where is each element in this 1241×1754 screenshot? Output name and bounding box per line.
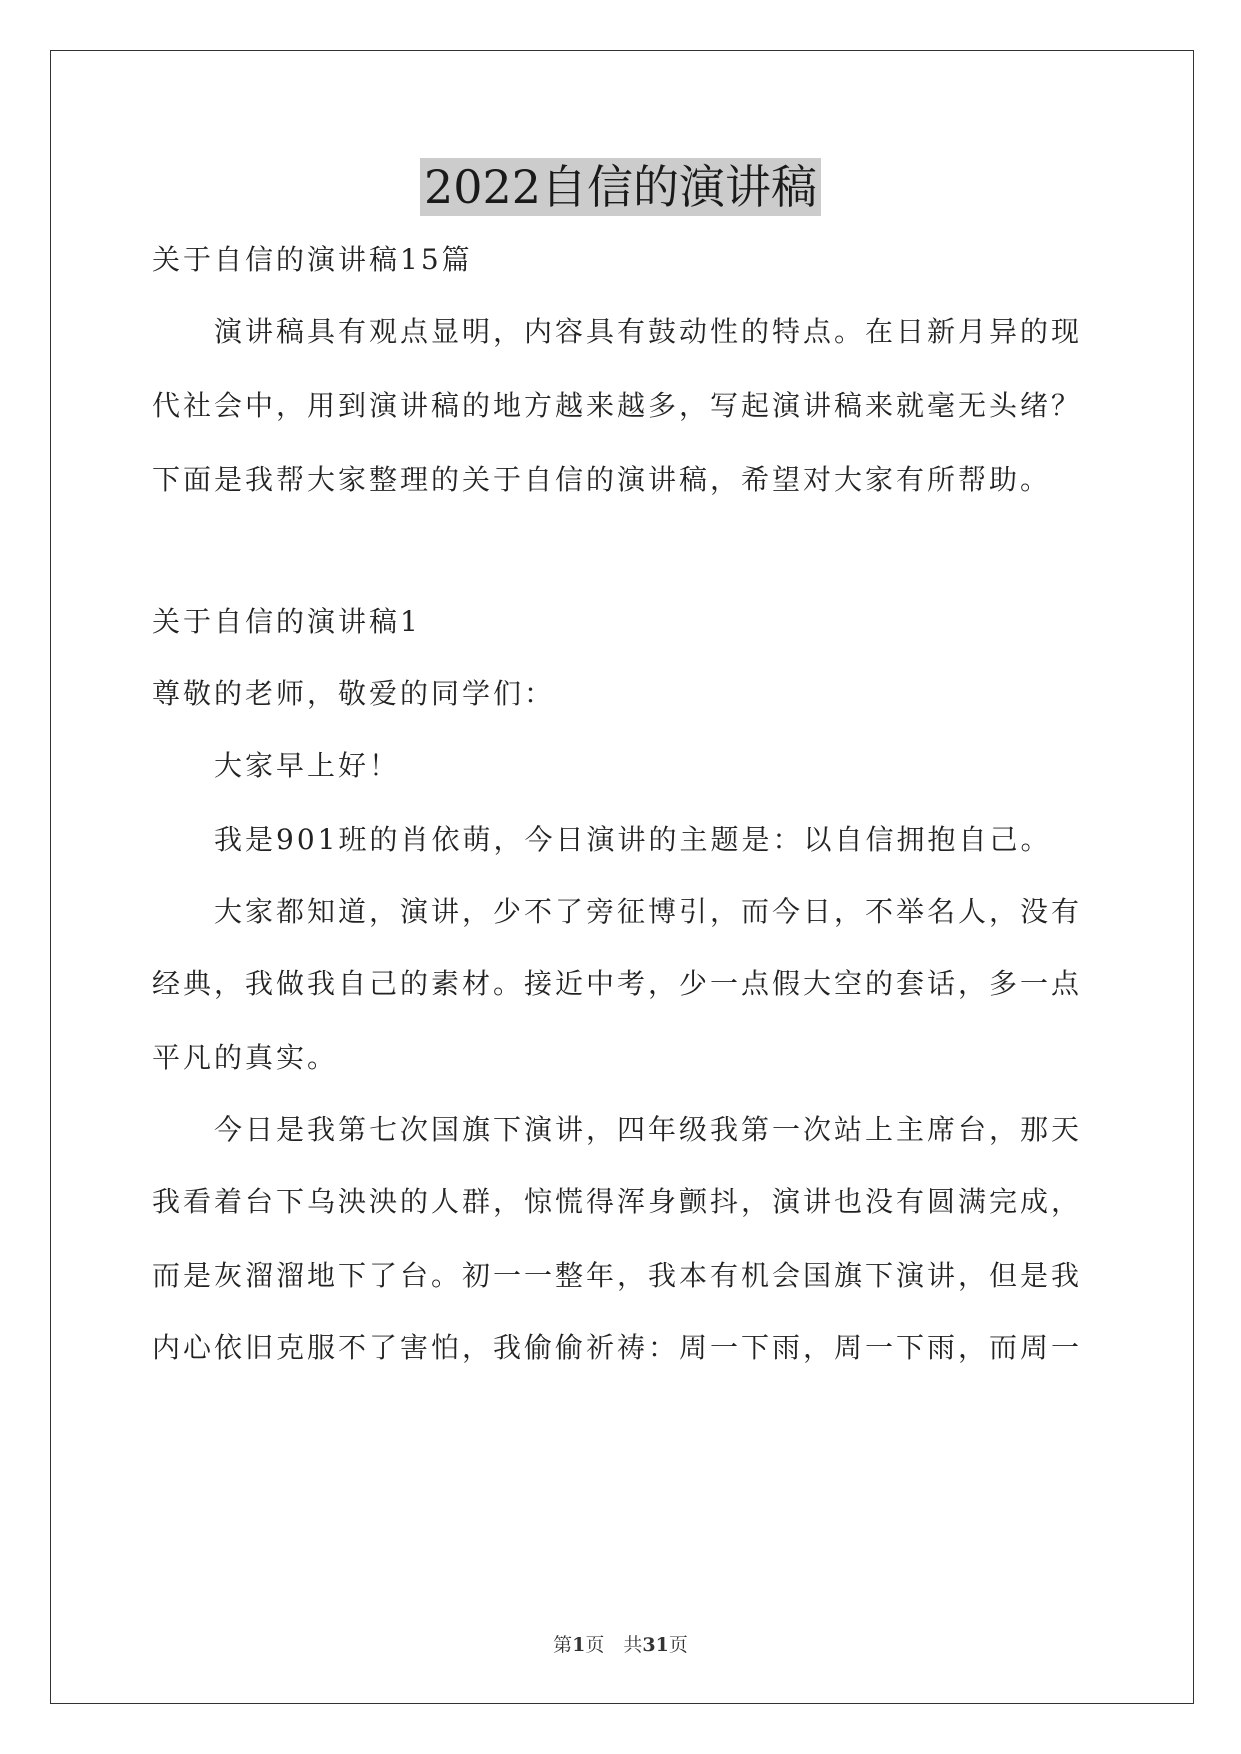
body-line: 经典，我做我自己的素材。接近中考，少一点假大空的套话，多一点 — [152, 967, 1083, 1000]
body-line: 平凡的真实。 — [152, 1041, 339, 1074]
footer-suffix: 页 — [668, 1634, 688, 1656]
footer-middle: 页 共 — [585, 1634, 643, 1656]
title-container — [0, 158, 1241, 216]
body-line: 今日是我第七次国旗下演讲，四年级我第一次站上主席台，那天 — [214, 1113, 1083, 1146]
body-line: 我看着台下乌泱泱的人群，惊慌得浑身颤抖，演讲也没有圆满完成， — [152, 1185, 1083, 1218]
current-page-number: 1 — [572, 1634, 586, 1656]
body-line: 我是901班的肖依萌，今日演讲的主题是：以自信拥抱自己。 — [214, 823, 1052, 856]
salutation-line: 尊敬的老师，敬爱的同学们： — [152, 677, 556, 710]
body-line: 大家都知道，演讲，少不了旁征博引，而今日，不举名人，没有 — [214, 895, 1083, 928]
footer-prefix: 第 — [553, 1634, 573, 1656]
total-pages-number: 31 — [642, 1634, 669, 1656]
body-line: 下面是我帮大家整理的关于自信的演讲稿，希望对大家有所帮助。 — [152, 463, 1052, 496]
body-line: 而是灰溜溜地下了台。初一一整年，我本有机会国旗下演讲，但是我 — [152, 1259, 1083, 1292]
greeting-line: 大家早上好！ — [214, 749, 401, 782]
document-title: 2022自信的演讲稿 — [420, 158, 821, 216]
page-border — [50, 50, 1194, 1704]
page-footer — [0, 1632, 1241, 1658]
body-line: 代社会中，用到演讲稿的地方越来越多，写起演讲稿来就毫无头绪？ — [152, 389, 1083, 422]
subtitle-line: 关于自信的演讲稿15篇 — [152, 243, 473, 276]
body-line: 演讲稿具有观点显明，内容具有鼓动性的特点。在日新月异的现 — [214, 315, 1083, 348]
body-line: 内心依旧克服不了害怕，我偷偷祈祷：周一下雨，周一下雨，而周一 — [152, 1331, 1083, 1364]
section-heading: 关于自信的演讲稿1 — [152, 605, 421, 638]
